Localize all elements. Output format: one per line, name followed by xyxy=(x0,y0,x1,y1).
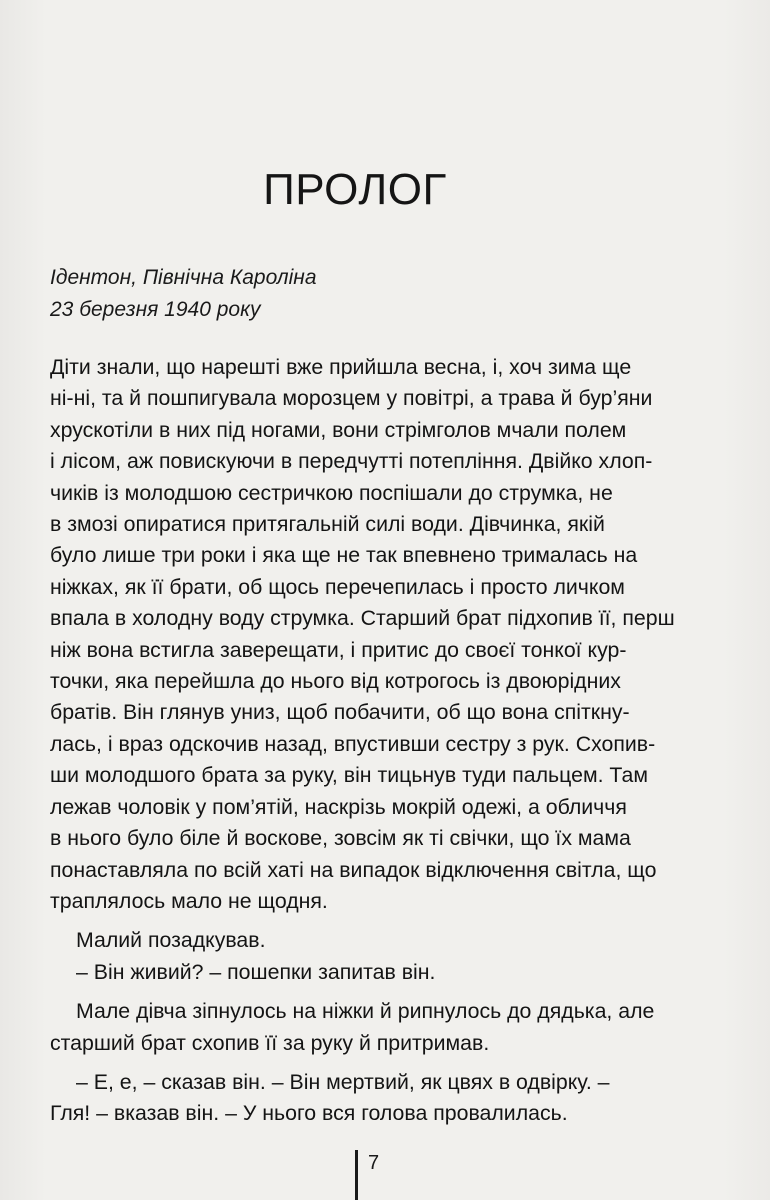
text-line: впала в холодну воду струмка. Старший брат підхопив її, перш xyxy=(50,606,675,631)
text-line: в змозі опиратися притягальній силі води. Дівчинка, якій xyxy=(50,512,605,537)
chapter-title: ПРОЛОГ xyxy=(263,165,447,214)
footer-rule xyxy=(355,1150,358,1200)
text-line: ши молодшого брата за руку, він тицьнув туди пальцем. Там xyxy=(50,763,648,788)
text-line: ніжках, як її брати, об щось перечепилась і просто личком xyxy=(50,574,625,599)
paragraph-gap xyxy=(50,988,710,996)
text-line: точки, яка перейшла до нього від котрогось із двоюрідних xyxy=(50,669,621,694)
text-line: ні-ні, та й пошпигувала морозцем у повітрі, а трава й бур’яни xyxy=(50,386,653,411)
text-line: понаставляла по всій хаті на випадок відключення світла, що xyxy=(50,857,657,882)
location-place: Ідентон, Північна Кароліна xyxy=(50,266,317,289)
text-line: траплялось мало не щодня. xyxy=(50,888,328,913)
text-line: лежав чоловік у пом’ятій, наскрізь мокрій одежі, а обличчя xyxy=(50,794,627,819)
text-line: Діти знали, що нарешті вже прийшла весна, і, хоч зима ще xyxy=(50,355,632,379)
paragraph-gap xyxy=(50,917,710,925)
page-number: 7 xyxy=(368,1152,380,1174)
text-line: лась, і враз одскочив назад, впустивши сестру з рук. Схопив- xyxy=(50,731,656,756)
body-text xyxy=(50,352,710,1130)
paragraph-gap xyxy=(50,1059,710,1067)
text-line: хрускотіли в них під ногами, вони стрімголов мчали полем xyxy=(50,417,627,442)
text-line: старший брат схопив її за руку й притримав. xyxy=(50,1030,490,1055)
text-line: Мале дівча зіпнулось на ніжки й рипнулось до дядька, але xyxy=(76,999,655,1024)
dialogue-line: – Він живий? – пошепки запитав він. xyxy=(76,959,436,984)
text-line: в нього було біле й воскове, зовсім як ті свічки, що їх мама xyxy=(50,826,631,851)
text-line: було лише три роки і яка ще не так впевнено трималась на xyxy=(50,543,638,568)
location-block xyxy=(50,262,317,326)
text-line: ніж вона встигла заверещати, і притис до своєї тонкої кур- xyxy=(50,637,627,662)
text-line: чиків із молодшою сестричкою поспішали до струмка, не xyxy=(50,480,613,505)
text-line: Малий позадкував. xyxy=(76,928,266,953)
text-line: і лісом, аж повискуючи в передчутті потепління. Двійко хлоп- xyxy=(50,449,653,474)
dialogue-line: Гля! – вказав він. – У нього вся голова провалилась. xyxy=(50,1101,568,1126)
text-line: братів. Він глянув униз, щоб побачити, об що вона спіткну- xyxy=(50,700,630,725)
dialogue-line: – Е, е, – сказав він. – Він мертвий, як цвях в одвірку. – xyxy=(76,1069,610,1094)
location-date: 23 березня 1940 року xyxy=(50,298,261,321)
